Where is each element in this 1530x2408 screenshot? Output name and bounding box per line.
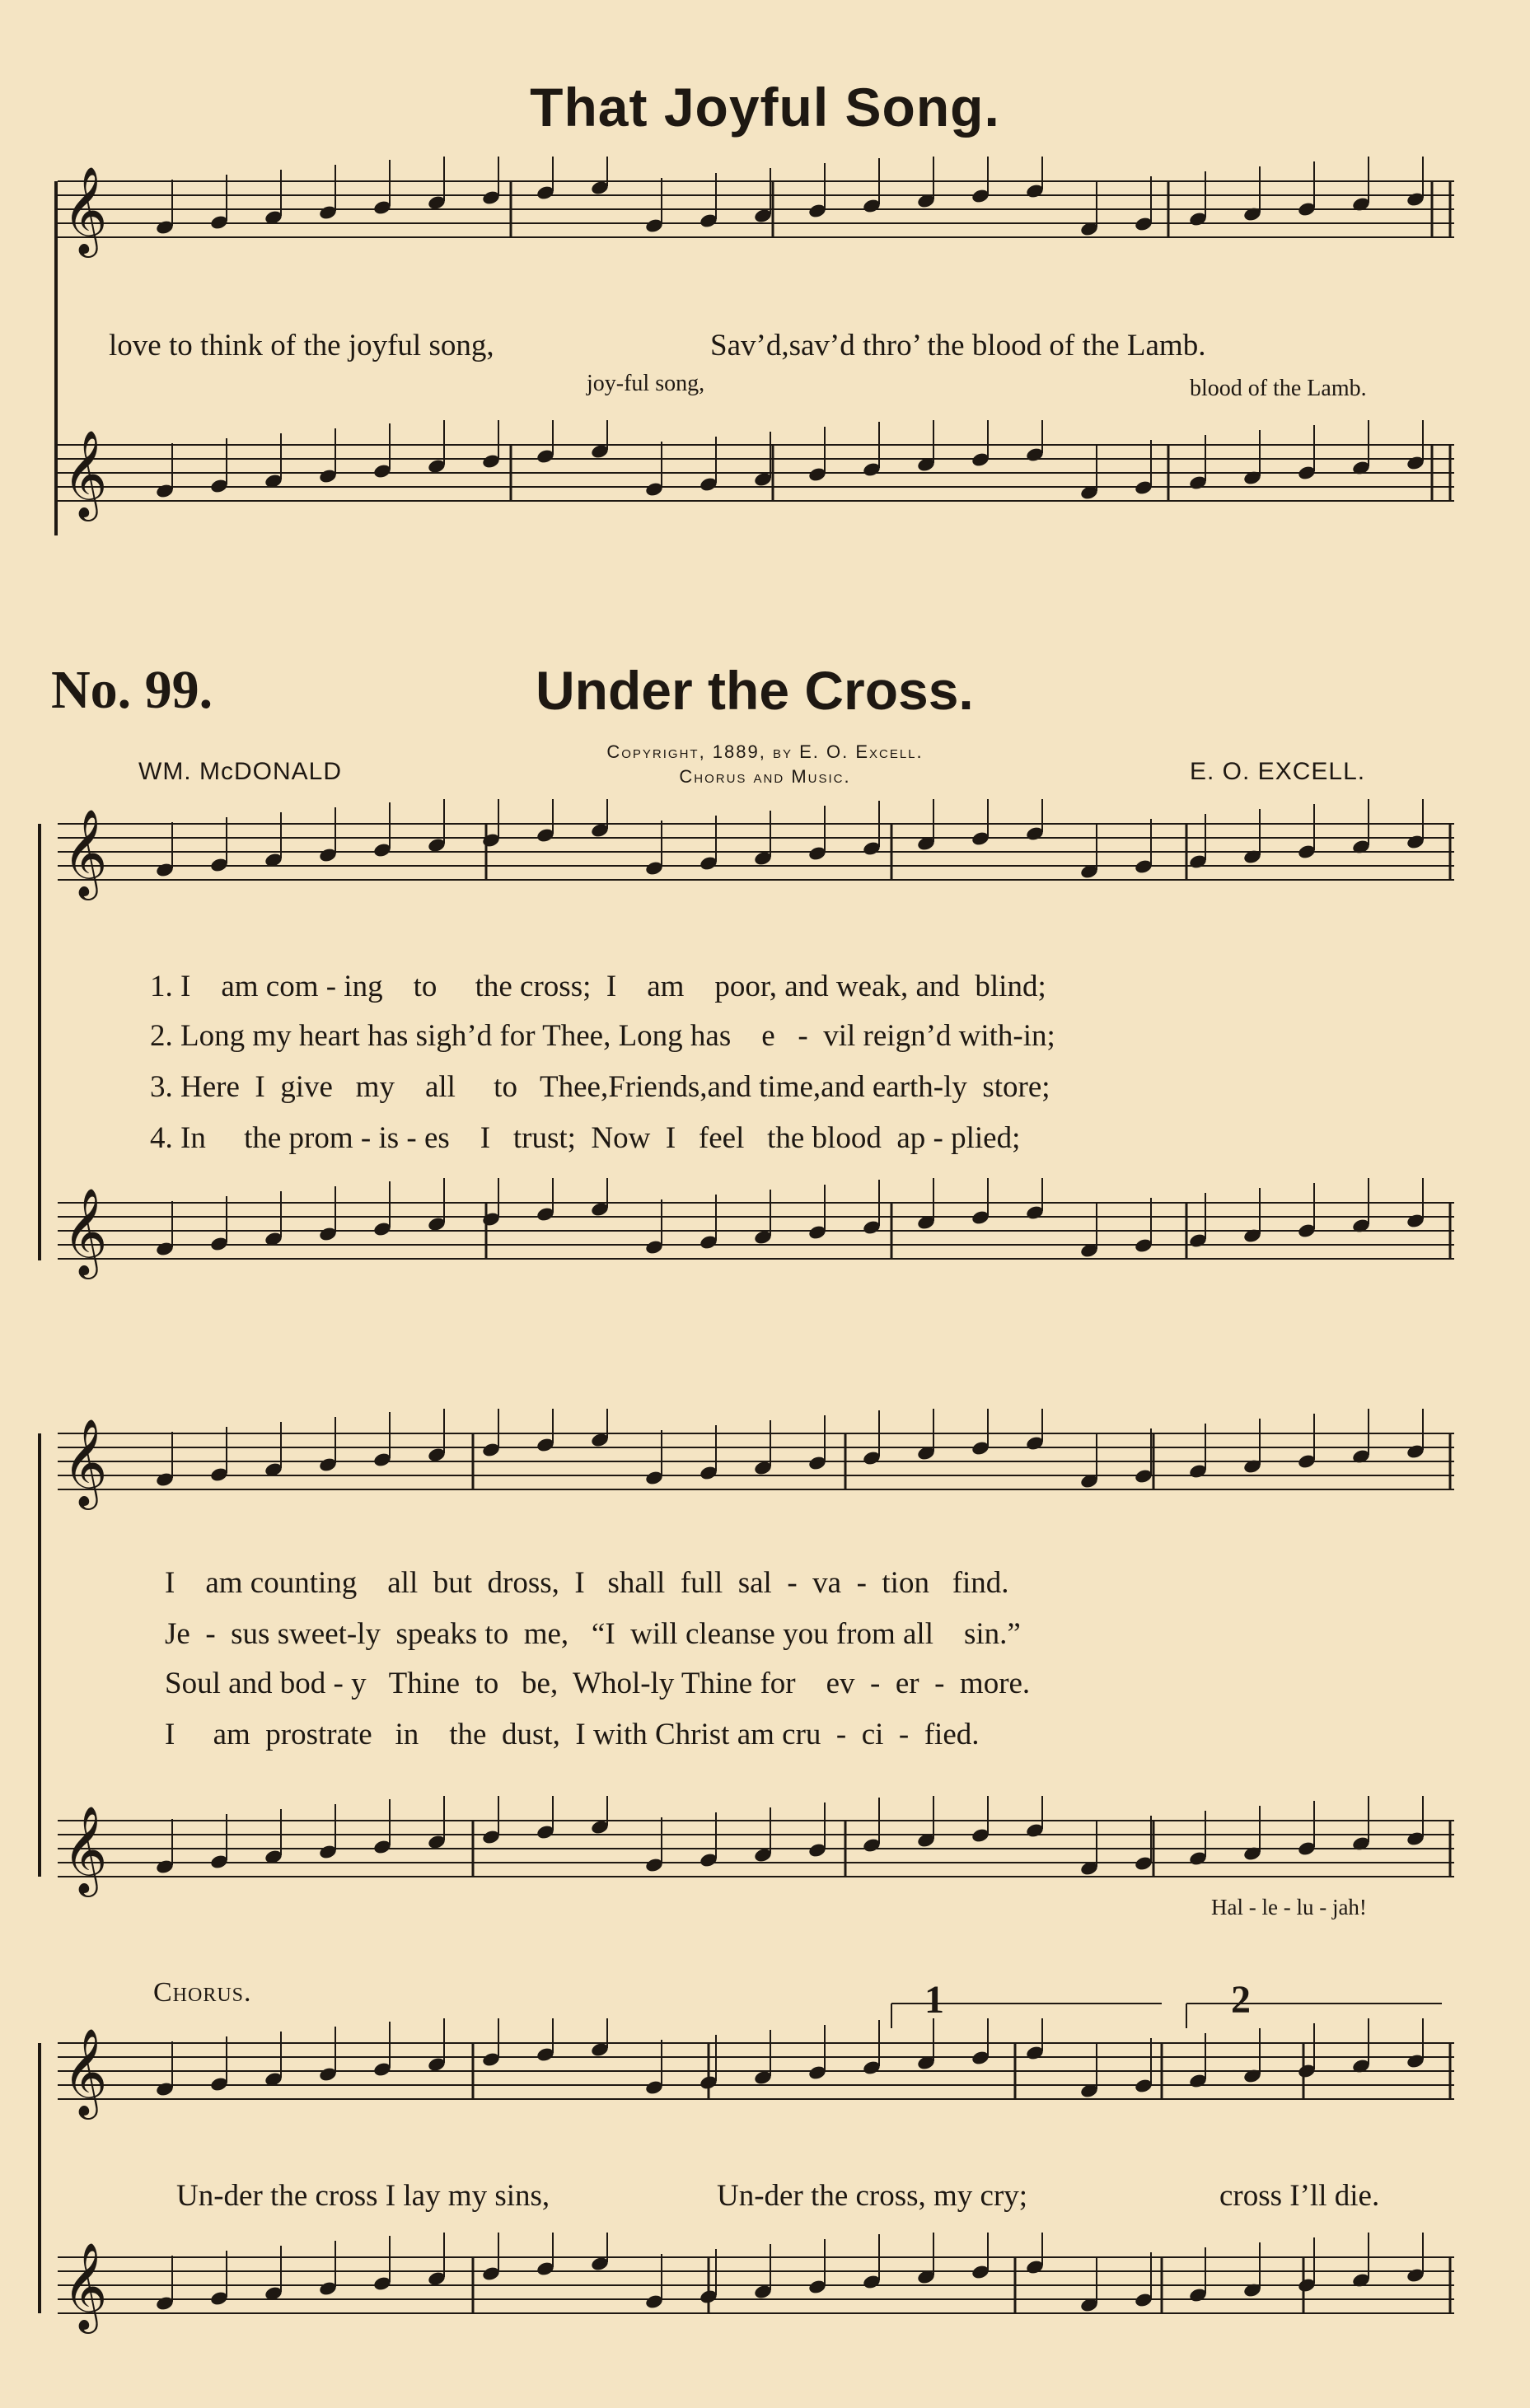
song2-title: Under the Cross. xyxy=(536,660,974,721)
verse2-line-a: 2. Long my heart has sigh’d for Thee, Long has e - vil reign’d with-in; xyxy=(150,1019,1055,1053)
song1-staff-treble-clef-icon: 𝄞 xyxy=(63,166,108,254)
chorus-lyric-b: Un-der the cross, my cry; xyxy=(717,2179,1028,2213)
verse3-line-b: Soul and bod - y Thine to be, Whol-ly Thine for ev - er - more. xyxy=(165,1667,1031,1700)
second-ending-number: 2 xyxy=(1231,1978,1251,2022)
chorus-label: Chorus. xyxy=(153,1977,252,2008)
first-ending-number: 1 xyxy=(924,1978,944,2022)
copyright-line-1: Copyright, 1889, by E. O. Excell. xyxy=(606,741,924,762)
song2-sys1-treble-clef-icon: 𝄞 xyxy=(63,808,108,896)
song1-cue-lamb: blood of the Lamb. xyxy=(1190,376,1367,401)
verse1-line-b: I am counting all but dross, I shall full sal - va - tion find. xyxy=(165,1566,1009,1600)
song1-cue-joyful: joy-ful song, xyxy=(587,371,705,396)
song2-sys2-bass-clef-icon: 𝄞 xyxy=(63,1805,108,1893)
song1-title: That Joyful Song. xyxy=(530,77,1000,138)
song1-lyric-line-b: Sav’d,sav’d thro’ the blood of the Lamb. xyxy=(710,329,1206,362)
hallelujah-cue: Hal - le - lu - jah! xyxy=(1211,1895,1367,1919)
verse1-line-a: 1. I am com - ing to the cross; I am poor, and weak, and blind; xyxy=(150,970,1046,1003)
chorus-lyric-a: Un-der the cross I lay my sins, xyxy=(176,2179,550,2213)
verse2-line-b: Je - sus sweet-ly speaks to me, “I will cleanse you from all sin.” xyxy=(165,1617,1021,1651)
song2-sys1-bass-clef-icon: 𝄞 xyxy=(63,1187,108,1275)
lyricist-credit: WM. McDONALD xyxy=(138,758,342,785)
song2-chorus-bass-clef-icon: 𝄞 xyxy=(63,2242,108,2330)
verse4-line-b: I am prostrate in the dust, I with Christ am cru - ci - fied. xyxy=(165,1718,980,1751)
composer-credit: E. O. EXCELL. xyxy=(1190,758,1366,785)
song2-chorus-treble-clef-icon: 𝄞 xyxy=(63,2027,108,2116)
verse4-line-a: 4. In the prom - is - es I trust; Now I feel the blood ap - plied; xyxy=(150,1121,1021,1155)
chorus-lyric-c: cross I’ll die. xyxy=(1219,2179,1380,2213)
song2-sys2-treble-clef-icon: 𝄞 xyxy=(63,1418,108,1506)
copyright-line-2: Chorus and Music. xyxy=(679,766,851,787)
song1-staff-bass-clef-icon: 𝄞 xyxy=(63,429,108,517)
song1-lyric-line-a: love to think of the joyful song, xyxy=(109,329,494,362)
verse3-line-a: 3. Here I give my all to Thee,Friends,and time,and earth-ly store; xyxy=(150,1070,1050,1104)
hymn-number: No. 99. xyxy=(51,660,213,720)
